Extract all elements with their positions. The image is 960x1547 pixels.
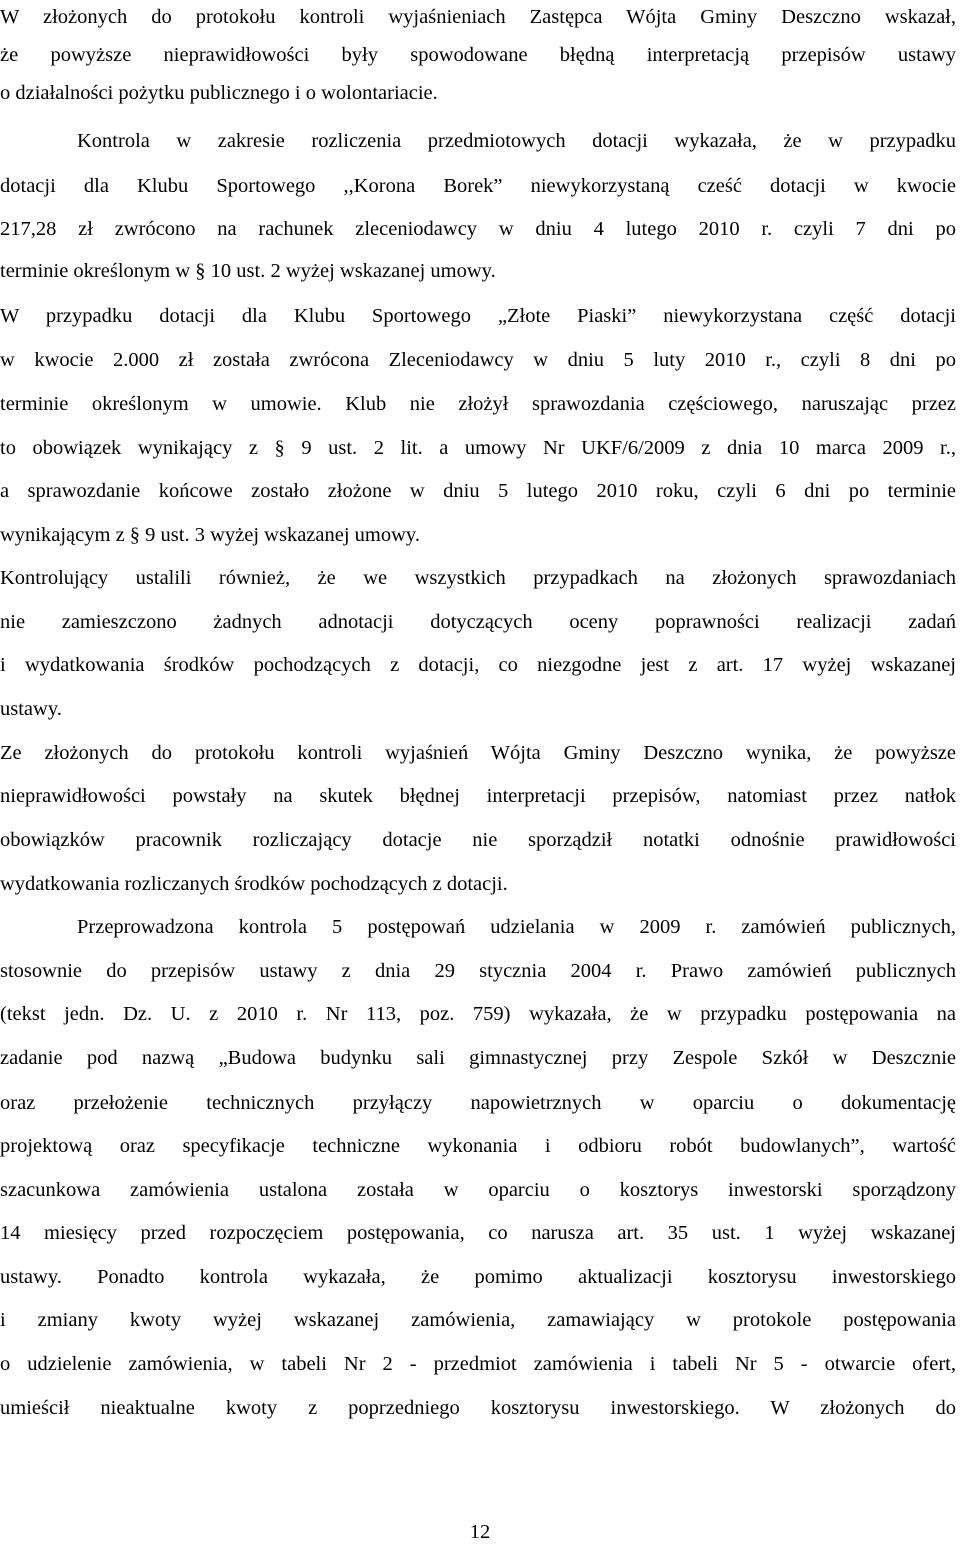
text-line: ustawy. xyxy=(0,698,62,720)
text-line: o działalności pożytku publicznego i o wolontariacie. xyxy=(0,82,438,104)
text-line: ustawy. Ponadto kontrola wykazała, że pomimo aktualizacji kosztorysu inwestorskiego xyxy=(0,1266,956,1288)
text-line: W przypadku dotacji dla Klubu Sportowego „Złote Piaski” niewykorzystana część dotacji xyxy=(0,305,956,327)
text-line: projektową oraz specyfikacje techniczne wykonania i odbioru robót budowlanych”, wartość xyxy=(0,1135,956,1157)
text-line: nieprawidłowości powstały na skutek błędnej interpretacji przepisów, natomiast przez natłok xyxy=(0,785,956,807)
text-line: Przeprowadzona kontrola 5 postępowań udzielania w 2009 r. zamówień publicznych, xyxy=(77,916,956,938)
text-line: (tekst jedn. Dz. U. z 2010 r. Nr 113, poz. 759) wykazała, że w przypadku postępowania na xyxy=(0,1003,956,1025)
text-line: umieścił nieaktualne kwoty z poprzedniego kosztorysu inwestorskiego. W złożonych do xyxy=(0,1397,956,1419)
text-line: Kontrola w zakresie rozliczenia przedmiotowych dotacji wykazała, że w przypadku xyxy=(77,130,956,152)
text-line: terminie określonym w umowie. Klub nie złożył sprawozdania częściowego, naruszając przez xyxy=(0,393,956,415)
text-line: Kontrolujący ustalili również, że we wszystkich przypadkach na złożonych sprawozdaniach xyxy=(0,567,956,589)
text-line: stosownie do przepisów ustawy z dnia 29 stycznia 2004 r. Prawo zamówień publicznych xyxy=(0,960,956,982)
text-line: to obowiązek wynikający z § 9 ust. 2 lit. a umowy Nr UKF/6/2009 z dnia 10 marca 2009 r., xyxy=(0,437,956,459)
text-line: terminie określonym w § 10 ust. 2 wyżej wskazanej umowy. xyxy=(0,260,496,282)
text-line: a sprawozdanie końcowe zostało złożone w dniu 5 lutego 2010 roku, czyli 6 dni po terminie xyxy=(0,480,956,502)
text-line: wynikającym z § 9 ust. 3 wyżej wskazanej umowy. xyxy=(0,524,420,546)
text-line: i zmiany kwoty wyżej wskazanej zamówienia, zamawiający w protokole postępowania xyxy=(0,1309,956,1331)
text-line: Ze złożonych do protokołu kontroli wyjaśnień Wójta Gminy Deszczno wynika, że powyższe xyxy=(0,742,956,764)
text-line: W złożonych do protokołu kontroli wyjaśnieniach Zastępca Wójta Gminy Deszczno wskazał, xyxy=(0,6,956,28)
text-line: dotacji dla Klubu Sportowego ,,Korona Borek” niewykorzystaną cześć dotacji w kwocie xyxy=(0,175,956,197)
text-line: 14 miesięcy przed rozpoczęciem postępowania, co narusza art. 35 ust. 1 wyżej wskazanej xyxy=(0,1222,956,1244)
text-line: szacunkowa zamówienia ustalona została w oparciu o kosztorys inwestorski sporządzony xyxy=(0,1179,956,1201)
text-line: o udzielenie zamówienia, w tabeli Nr 2 - przedmiot zamówienia i tabeli Nr 5 - otwarcie ofert, xyxy=(0,1353,956,1375)
page-number: 12 xyxy=(469,1521,491,1543)
text-line: obowiązków pracownik rozliczający dotacje nie sporządził notatki odnośnie prawidłowości xyxy=(0,829,956,851)
text-line: zadanie pod nazwą „Budowa budynku sali gimnastycznej przy Zespole Szkół w Deszcznie xyxy=(0,1047,956,1069)
text-line: wydatkowania rozliczanych środków pochodzących z dotacji. xyxy=(0,873,508,895)
text-line: w kwocie 2.000 zł została zwrócona Zleceniodawcy w dniu 5 luty 2010 r., czyli 8 dni po xyxy=(0,349,956,371)
text-line: 217,28 zł zwrócono na rachunek zleceniodawcy w dniu 4 lutego 2010 r. czyli 7 dni po xyxy=(0,218,956,240)
text-line: nie zamieszczono żadnych adnotacji dotyczących oceny poprawności realizacji zadań xyxy=(0,611,956,633)
text-line: oraz przełożenie technicznych przyłączy napowietrznych w oparciu o dokumentację xyxy=(0,1092,956,1114)
text-line: i wydatkowania środków pochodzących z dotacji, co niezgodne jest z art. 17 wyżej wskazanej xyxy=(0,654,956,676)
text-line: że powyższe nieprawidłowości były spowodowane błędną interpretacją przepisów ustawy xyxy=(0,44,956,66)
